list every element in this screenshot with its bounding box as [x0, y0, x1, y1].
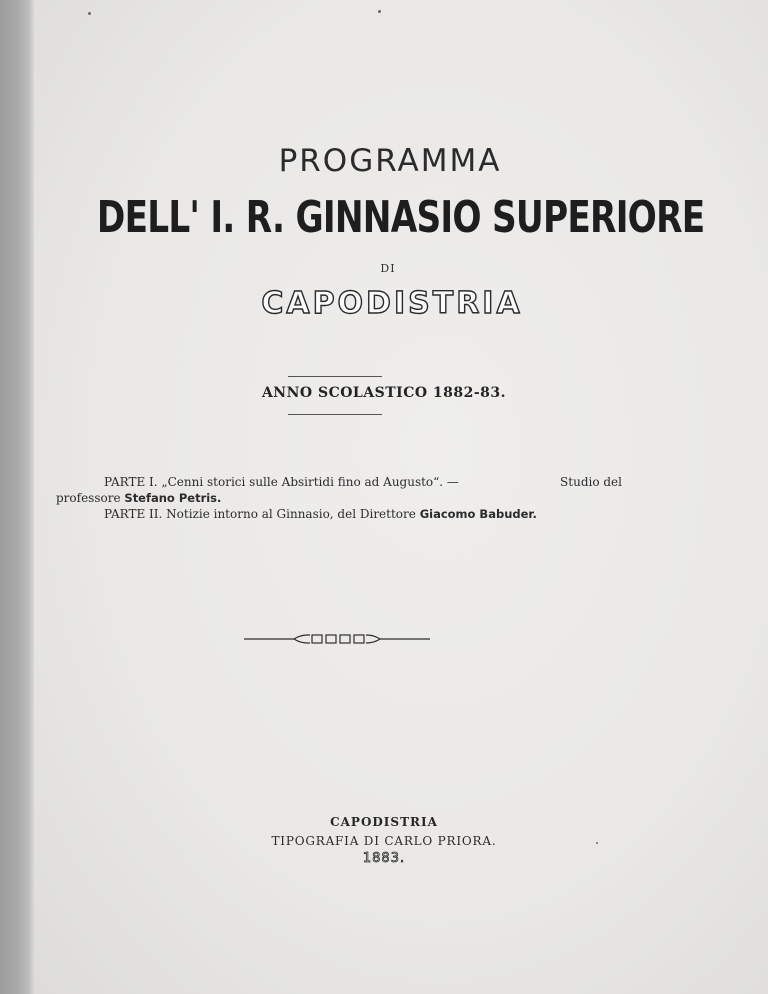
part-one-author-prefix: professore — [56, 491, 121, 505]
divider-top — [288, 376, 382, 377]
decorative-flourish-icon — [242, 631, 432, 647]
part-two-line — [56, 506, 622, 522]
institution-title: DELL' I. R. GINNASIO SUPERIORE — [96, 192, 705, 243]
ink-speck — [88, 12, 91, 15]
ink-speck — [378, 10, 381, 13]
contents-block — [56, 474, 622, 522]
imprint-printer: TIPOGRAFIA DI CARLO PRIORA. — [271, 834, 497, 848]
part-one-study-label: Studio del — [560, 475, 622, 489]
preposition-di: DI — [380, 262, 396, 275]
part-one-author: Stefano Petris. — [124, 491, 222, 505]
part-two-text: PARTE II. Notizie intorno al Ginnasio, del Direttore — [104, 507, 416, 521]
school-year: ANNO SCOLASTICO 1882-83. — [261, 385, 507, 401]
imprint-city: CAPODISTRIA — [330, 815, 438, 829]
part-one-author-line — [56, 490, 622, 506]
part-one-line — [56, 474, 622, 490]
heading-programma: PROGRAMMA — [278, 143, 502, 179]
divider-bottom — [288, 414, 382, 415]
city-title: CAPODISTRIA — [261, 286, 523, 321]
part-two-author: Giacomo Babuder. — [419, 507, 537, 521]
part-one-text: PARTE I. „Cenni storici sulle Absirtidi fino ad Augusto“. — — [104, 475, 459, 489]
imprint-year: 1883. — [362, 851, 406, 866]
